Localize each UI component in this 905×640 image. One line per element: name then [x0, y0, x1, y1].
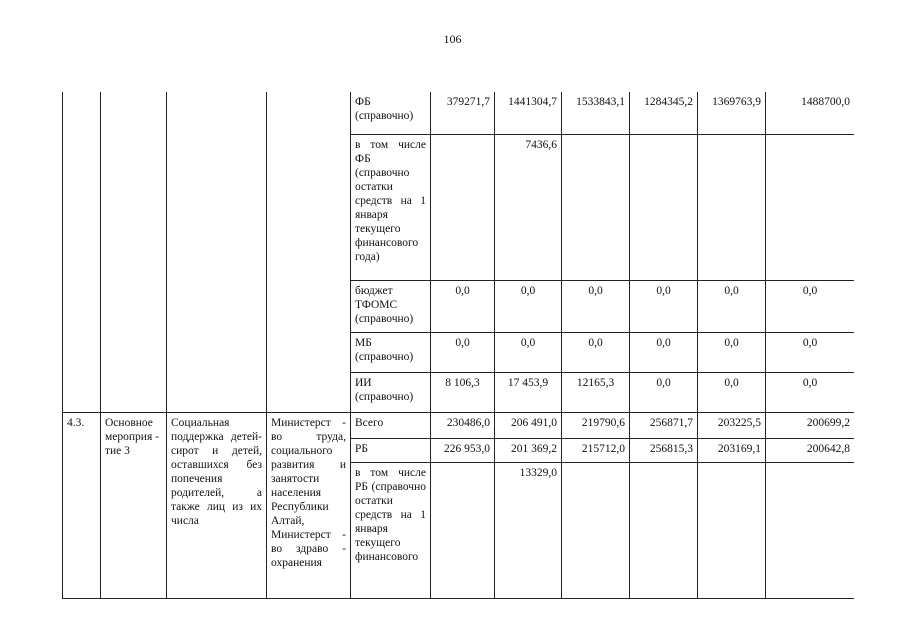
value-cell: 201 369,2 — [495, 438, 562, 462]
value-cell: 200699,2 — [766, 412, 855, 438]
value-cell — [766, 462, 855, 598]
value-cell — [431, 134, 495, 280]
table-row — [63, 92, 855, 134]
value-cell: 0,0 — [630, 280, 698, 332]
value-cell: 230486,0 — [431, 412, 495, 438]
value-cell — [562, 462, 630, 598]
value-cell — [630, 134, 698, 280]
value-cell: 219790,6 — [562, 412, 630, 438]
value-cell — [698, 462, 766, 598]
funding-source-cell: Всего — [351, 412, 431, 438]
value-cell: 1284345,2 — [630, 92, 698, 134]
value-cell: 0,0 — [698, 372, 766, 412]
value-cell: 0,0 — [698, 280, 766, 332]
cell-description-empty — [167, 92, 267, 412]
value-cell — [562, 134, 630, 280]
page-number: 106 — [443, 32, 462, 46]
value-cell: 12165,3 — [562, 372, 630, 412]
funding-source-cell: в том числе РБ (справочно остатки средств на 1 января текущего финансового — [351, 462, 431, 598]
funding-source-cell: МБ (справочно) — [351, 332, 431, 372]
value-cell: 1488700,0 — [766, 92, 855, 134]
funding-source-cell: в том числе ФБ (справочно остатки средств на 1 января текущего финансового года) — [351, 134, 431, 280]
budget-table — [62, 92, 854, 599]
value-cell — [630, 462, 698, 598]
budget-table-wrapper — [62, 92, 854, 640]
value-cell: 0,0 — [495, 280, 562, 332]
value-cell: 379271,7 — [431, 92, 495, 134]
value-cell: 0,0 — [630, 372, 698, 412]
item-number: 4.3. — [63, 412, 101, 598]
value-cell — [698, 134, 766, 280]
value-cell: 8 106,3 — [431, 372, 495, 412]
value-cell: 200642,8 — [766, 438, 855, 462]
value-cell: 1441304,7 — [495, 92, 562, 134]
value-cell: 0,0 — [698, 332, 766, 372]
value-cell: 203169,1 — [698, 438, 766, 462]
funding-source-cell: РБ — [351, 438, 431, 462]
value-cell: 17 453,9 — [495, 372, 562, 412]
value-cell: 1533843,1 — [562, 92, 630, 134]
value-cell: 0,0 — [766, 332, 855, 372]
funding-source-cell: ИИ (справочно) — [351, 372, 431, 412]
value-cell: 256815,3 — [630, 438, 698, 462]
cell-number-empty — [63, 92, 101, 412]
value-cell — [431, 462, 495, 598]
value-cell: 0,0 — [766, 280, 855, 332]
item-name: Основное мероприя - тие 3 — [101, 412, 167, 598]
funding-source-cell: ФБ (справочно) — [351, 92, 431, 134]
cell-name-empty — [101, 92, 167, 412]
value-cell: 0,0 — [431, 280, 495, 332]
value-cell: 1369763,9 — [698, 92, 766, 134]
table-row — [63, 412, 855, 438]
cell-executor-empty — [267, 92, 351, 412]
value-cell: 256871,7 — [630, 412, 698, 438]
item-executor: Министерст - во труда, социального развития и занятости населения Республики Алтай, Министерст - во здраво - охранения — [267, 412, 351, 598]
value-cell: 206 491,0 — [495, 412, 562, 438]
value-cell: 0,0 — [562, 280, 630, 332]
funding-source-cell: бюджет ТФОМС (справочно) — [351, 280, 431, 332]
value-cell: 0,0 — [630, 332, 698, 372]
value-cell: 7436,6 — [495, 134, 562, 280]
item-description: Социальная поддержка детей-сирот и детей, оставшихся без попечения родителей, а также лиц из их числа — [167, 412, 267, 598]
value-cell: 0,0 — [431, 332, 495, 372]
value-cell — [766, 134, 855, 280]
value-cell: 0,0 — [766, 372, 855, 412]
value-cell: 215712,0 — [562, 438, 630, 462]
value-cell: 0,0 — [495, 332, 562, 372]
value-cell: 203225,5 — [698, 412, 766, 438]
value-cell: 13329,0 — [495, 462, 562, 598]
value-cell: 226 953,0 — [431, 438, 495, 462]
value-cell: 0,0 — [562, 332, 630, 372]
